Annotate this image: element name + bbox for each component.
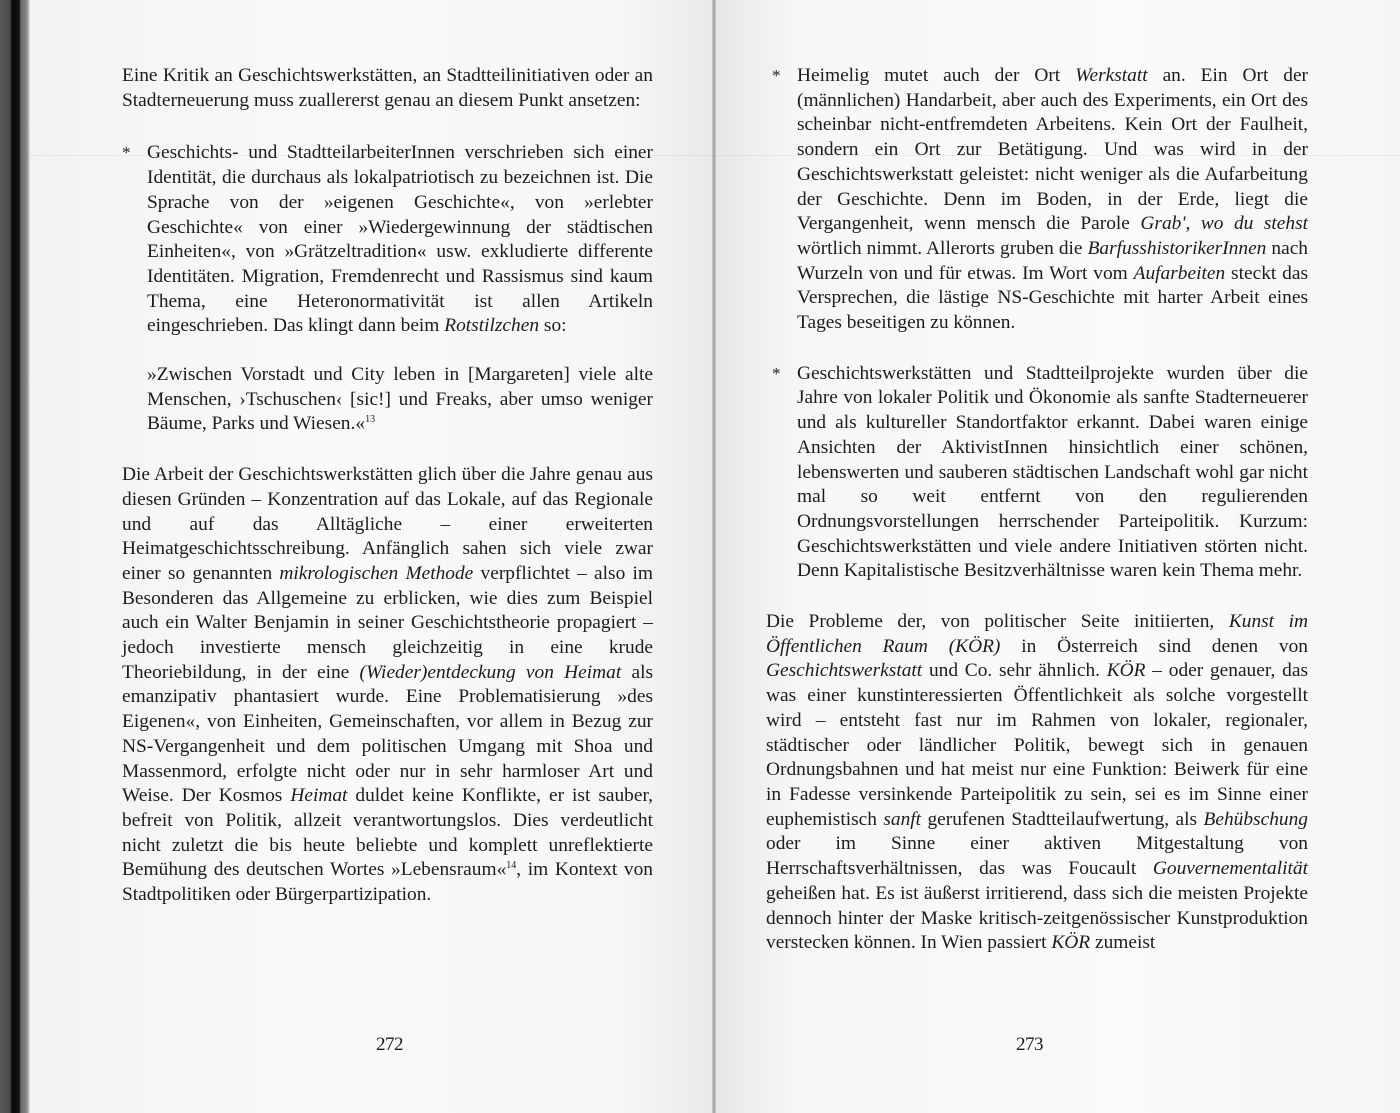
bullet-text: Geschichts- und StadtteilarbeiterInnen verschrieben sich einer Identität, die durchaus als lokalpatriotisch zu bezeichnen ist. Die Sprache von der »eigenen Geschichte«, von »erlebter Geschichte« von einer »Wiedergewinnung der städtischen Einheiten«, von »Grätzeltradition« usw. exkludierte differente Identitäten. Migration, Fremdenrecht und Rassismus sind kaum Thema, eine Heteronormativität ist allen Artikeln eingeschrieben. Das klingt dann beim bbox=[147, 142, 653, 337]
italic-term: Geschichtswerkstatt bbox=[766, 660, 923, 682]
asterisk-bullet-icon: * bbox=[772, 66, 781, 85]
body-text: verpflichtet – also im Besonderen das Allgemeine zu erblicken, wie dies zum Beispiel auch ein Walter Benjamin in seiner Geschichtstheorie propagiert – jedoch investierte mensch gleichzeitig in eine krude Theoriebildung, in der eine bbox=[122, 562, 653, 683]
italic-term: sanft bbox=[883, 808, 922, 830]
left-page-text bbox=[122, 64, 653, 908]
footnote-marker[interactable]: 13 bbox=[365, 414, 376, 426]
bullet-text: an. Ein Ort der (männlichen) Handarbeit, aber auch des Experiments, ein Ort des scheinbar nicht-entfremdeten Arbeitens. Kein Ort der Faulheit, sondern ein Ort zur Betätigung. Und was wird in der Geschichtswerkstatt geleistet: nicht weniger als die Aufarbeitung der Geschichte. Denn im Boden, in der Erde, liegt die Vergangenheit, wenn mensch die Parole bbox=[797, 65, 1309, 235]
bullet-item bbox=[772, 362, 1308, 584]
italic-term: KÖR bbox=[1051, 932, 1091, 954]
bullet-text: Geschichtswerkstätten und Stadtteilprojekte wurden über die Jahre von lokaler Politik und Ökonomie als sanfte Stadterneuerer und als kultureller Standortfaktor erkannt. Dabei waren einige Ansichten der AktivistInnen hinsichtlich einer schönen, lebenswerten und sauberen städtischen Landschaft wohl gar nicht mal so weit entfernt von den regulierenden Ordnungsvorstellungen herrschender Parteipolitik. Kurzum: Geschichtswerkstätten und viele andere Initiativen störten nicht. Denn Kapitalistische Besitzverhältnisse waren kein Thema mehr. bbox=[797, 362, 1308, 582]
footnote-marker[interactable]: 14 bbox=[506, 860, 517, 872]
bullet-text: steckt das Versprechen, die lästige NS-Geschichte mit harter Arbeit eines Tages beseitigen zu können. bbox=[797, 262, 1308, 334]
body-text: geheißen hat. Es ist äußerst irritierend, dass sich die meisten Projekte dennoch hinter der Maske kritisch-zeitgenössischer Kunstproduktion verstecken können. In Wien passiert bbox=[766, 882, 1308, 954]
asterisk-bullet-icon: * bbox=[122, 143, 131, 163]
block-quote bbox=[122, 363, 653, 437]
book-binding-edge bbox=[0, 0, 30, 1113]
italic-term: Aufarbeiten bbox=[1133, 262, 1226, 284]
italic-term: Grab', wo du stehst bbox=[1140, 213, 1308, 235]
asterisk-bullet-icon: * bbox=[772, 363, 781, 383]
body-text: – oder genauer, das was einer kunstinteressierten Öffentlichkeit als solche vorgestellt wird – entsteht fast nur im Rahmen von lokaler, regionaler, städtischer oder ländlicher Politik, bewegt sich in genauen Ordnungsbahnen und hat meist nur eine Funktion: Beiwerk für eine in Fadesse versinkende Parteipolitik zu sein, sei es im Sinne einer euphemistisch bbox=[766, 660, 1308, 830]
body-text: duldet keine Konflikte, er ist sauber, befreit von Politik, allzeit verantwortungslos. Dies verdeutlicht nicht zuletzt die bis heute beliebte und komplett unreflektierte Bemühung des deutschen Wortes »Lebensraum« bbox=[122, 785, 653, 881]
italic-term: (Wieder)entdeckung von Heimat bbox=[359, 661, 622, 683]
body-text: Die Probleme der, von politischer Seite initiierten, bbox=[766, 611, 1229, 633]
book-gutter bbox=[712, 0, 716, 1113]
italic-term: Werkstatt bbox=[1075, 65, 1148, 86]
italic-term: Rotstilzchen bbox=[444, 315, 540, 337]
page-number-right: 273 bbox=[1016, 1034, 1043, 1055]
bullet-item bbox=[122, 141, 653, 339]
right-page-text bbox=[766, 64, 1309, 956]
body-text: gerufenen Stadtteilaufwertung, als bbox=[921, 808, 1204, 830]
body-paragraph bbox=[766, 610, 1308, 956]
page-number-left: 272 bbox=[376, 1034, 403, 1055]
bullet-text: wörtlich nimmt. Allerorts gruben die bbox=[797, 237, 1088, 259]
italic-term: KÖR bbox=[1106, 660, 1146, 682]
body-text: als emanzipativ phantasiert wurde. Eine Problematisierung »des Eigenen«, von Einheiten, Gemeinschaften, vor allem in Bezug zur NS-Vergangenheit und dem politischen Umgang mit Shoa und Massenmord, erfolgte nicht oder nur in sehr harmloser Art und Weise. Der Kosmos bbox=[122, 661, 654, 807]
body-text: , im Kontext von Stadtpolitiken oder Bürgerpartizipation. bbox=[122, 859, 653, 906]
body-paragraph bbox=[122, 463, 653, 908]
bullet-text: nach Wurzeln von und für etwas. Im Wort vom bbox=[797, 237, 1309, 284]
body-text: zumeist bbox=[1090, 932, 1156, 954]
italic-term: Behübschung bbox=[1203, 808, 1308, 830]
intro-paragraph: Eine Kritik an Geschichtswerkstätten, an Stadtteilinitiativen oder an Stadterneuerung muss zuallererst genau an diesem Punkt ansetzen: bbox=[122, 65, 653, 111]
bullet-text: Heimelig mutet auch der Ort bbox=[797, 65, 1076, 86]
italic-term: Gouvernementalität bbox=[1152, 858, 1308, 880]
italic-term: BarfusshistorikerInnen bbox=[1087, 237, 1267, 259]
bullet-item bbox=[772, 64, 1308, 336]
bullet-text: so: bbox=[539, 315, 567, 337]
body-text: und Co. sehr ähnlich. bbox=[922, 660, 1107, 682]
quote-text: »Zwischen Vorstadt und City leben in [Margareten] viele alte Menschen, ›Tschuschen‹ [sic!] und Freaks, aber umso weniger Bäume, Parks und Wiesen.« bbox=[147, 364, 653, 435]
italic-term: Kunst im Öffentlichen Raum (KÖR) bbox=[766, 611, 1308, 657]
body-text: Die Arbeit der Geschichtswerkstätten glich über die Jahre genau aus diesen Gründen – Konzentration auf das Lokale, auf das Regionale und auf das Alltägliche – einer erweiterten Heimatgeschichtsschreibung. Anfänglich sahen sich viele zwar einer so genannten bbox=[122, 464, 653, 584]
body-text: in Österreich sind denen von bbox=[1000, 635, 1308, 657]
italic-term: Heimat bbox=[290, 785, 348, 807]
italic-term: mikrologischen Methode bbox=[279, 562, 474, 584]
body-text: oder im Sinne einer aktiven Mitgestaltung von Herrschaftsverhältnissen, das was Foucault bbox=[766, 833, 1308, 880]
